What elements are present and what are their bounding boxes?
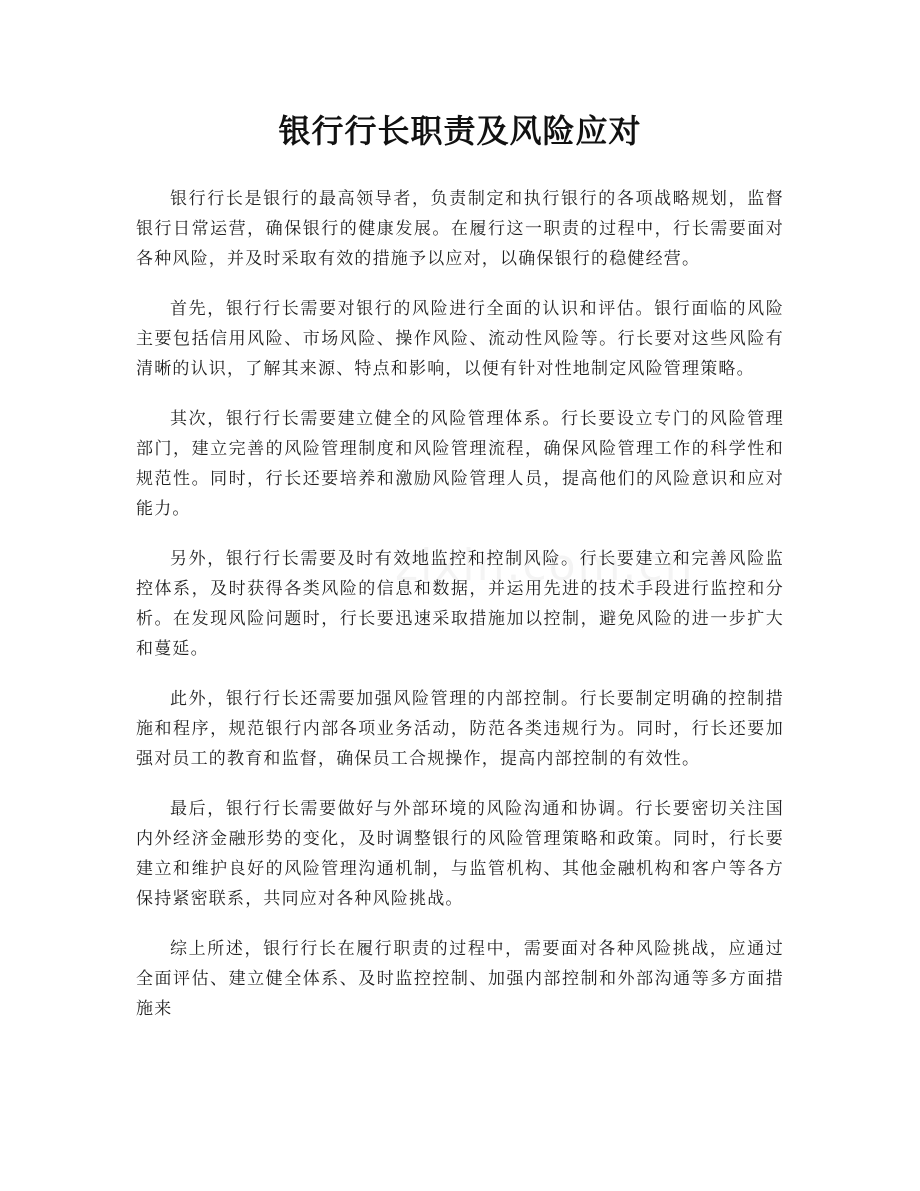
paragraph-intro: 银行行长是银行的最高领导者，负责制定和执行银行的各项战略规划，监督银行日常运营，确保银行的健康发展。在履行这一职责的过程中，行长需要面对各种风险，并及时采取有效的措施予以应对，以确保银行的稳健经营。 xyxy=(136,189,784,269)
document-body xyxy=(136,184,784,1044)
paragraph-summary: 综上所述，银行行长在履行职责的过程中，需要面对各种风险挑战，应通过全面评估、建立健全体系、及时监控控制、加强内部控制和外部沟通等多方面措施来 xyxy=(136,939,784,1019)
paragraph-internal-control: 此外，银行行长还需要加强风险管理的内部控制。行长要制定明确的控制措施和程序，规范银行内部各项业务活动，防范各类违规行为。同时，行长还要加强对员工的教育和监督，确保员工合规操作，提高内部控制的有效性。 xyxy=(136,689,784,769)
paragraph-risk-monitoring: 另外，银行行长需要及时有效地监控和控制风险。行长要建立和完善风险监控体系，及时获得各类风险的信息和数据，并运用先进的技术手段进行监控和分析。在发现风险问题时，行长要迅速采取措施加以控制，避免风险的进一步扩大和蔓延。 xyxy=(136,549,784,659)
paragraph-external-communication: 最后，银行行长需要做好与外部环境的风险沟通和协调。行长要密切关注国内外经济金融形势的变化，及时调整银行的风险管理策略和政策。同时，行长要建立和维护良好的风险管理沟通机制，与监管机构、其他金融机构和客户等各方保持紧密联系，共同应对各种风险挑战。 xyxy=(136,799,784,909)
document-title: 银行行长职责及风险应对 xyxy=(278,112,642,150)
paragraph-risk-assessment: 首先，银行行长需要对银行的风险进行全面的认识和评估。银行面临的风险主要包括信用风险、市场风险、操作风险、流动性风险等。行长要对这些风险有清晰的认识，了解其来源、特点和影响，以便有针对性地制定风险管理策略。 xyxy=(136,299,784,379)
paragraph-risk-system: 其次，银行行长需要建立健全的风险管理体系。行长要设立专门的风险管理部门，建立完善的风险管理制度和风险管理流程，确保风险管理工作的科学性和规范性。同时，行长还要培养和激励风险管理人员，提高他们的风险意识和应对能力。 xyxy=(136,409,784,519)
